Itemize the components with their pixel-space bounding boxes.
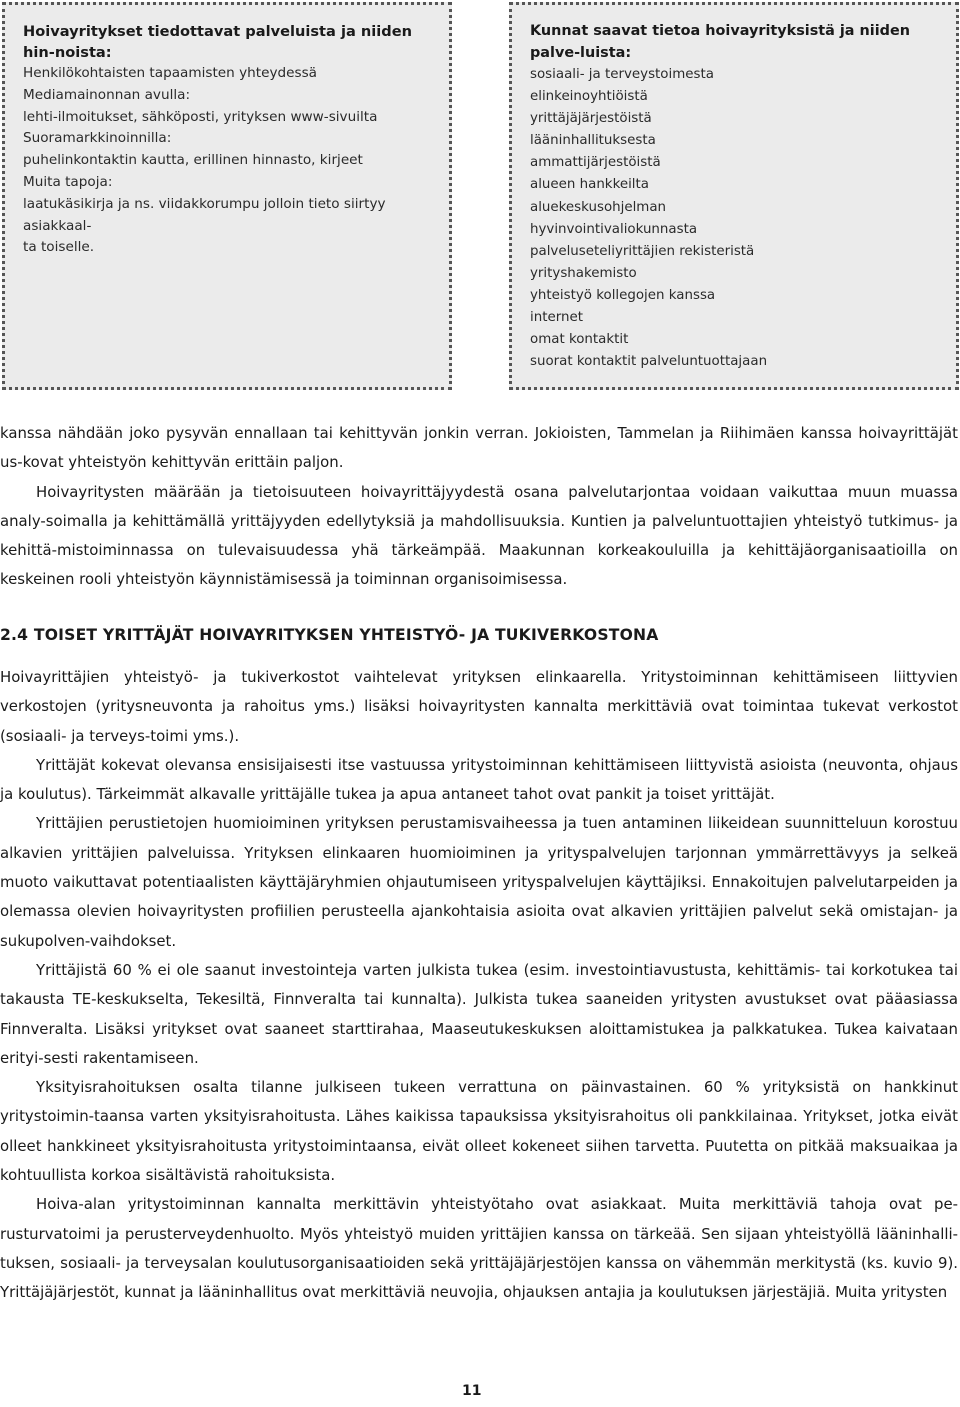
box-line: omat kontaktit: [530, 332, 629, 348]
box-line: lääninhallituksesta: [530, 133, 656, 149]
box-line: ammattijärjestöistä: [530, 155, 661, 171]
box-line: puhelinkontaktin kautta, erillinen hinnasto, kirjeet: [23, 152, 363, 169]
box-line: palveluseteliyrittäjien rekisteristä: [530, 243, 755, 259]
info-box-municipalities: [509, 2, 959, 390]
box-line: sosiaali- ja terveystoimesta: [530, 67, 714, 82]
box-line: elinkeinoyhtiöistä: [530, 89, 648, 105]
page-number: 11: [462, 1383, 482, 1399]
paragraph: Yksityisrahoituksen osalta tilanne julkiseen tukeen verrattuna on päinvastainen. 60 % yrityksistä on hankkinut yritystoimin-taansa varten yksityisrahoitusta. Lähes kaikissa tapauksissa yksityisrahoitus oli pankkilainaa. Yritykset, jotka eivät olleet hankkineet yksityisrahoitusta yritystoimintaansa, eivät olleet kokeneet siihen tarvetta. Puutetta on pitkää maksuaikaa ja kohtuullista korkoa sisältävistä rahoituksista.: [0, 1078, 958, 1185]
box-line: yrityshakemisto: [530, 265, 637, 281]
section-heading: 2.4 TOISET YRITTÄJÄT HOIVAYRITYKSEN YHTEISTYÖ- JA TUKIVERKOSTONA: [0, 626, 659, 644]
paragraph: Hoivayritysten määrään ja tietoisuuteen hoivayrittäjyydestä osana palvelutarjontaa voidaan vaikuttaa muun muassa analy-soimalla ja kehittämällä yrittäjyyden edellytyksiä ja mahdollisuuksia. Kuntien ja palveluntuottajien yhteistyö tutkimus- ja kehittä-mistoiminnassa on tulevaisuudessa yhä tärkeämpää. Maakunnan korkeakouluilla ja kehittäjäorganisaatioilla on keskeinen rooli yhteistyön käynnistämisessä ja toiminnan organisoimisessa.: [0, 482, 958, 589]
box-line: yrittäjäjärjestöistä: [530, 111, 652, 127]
paragraph: Yrittäjät kokevat olevansa ensisijaisesti itse vastuussa yritystoiminnan kehittämiseen liittyvistä asioista (neuvonta, ohjaus ja koulutus). Tärkeimmät alkavalle yrittäjälle tukea ja apua antaneet tahot ovat pankit ja toiset yrittäjät.: [0, 755, 958, 804]
box-line: alueen hankkeilta: [530, 177, 649, 193]
box-line: Henkilökohtaisten tapaamisten yhteydessä: [23, 65, 317, 81]
section-text: [0, 663, 958, 1308]
paragraph: Yrittäjistä 60 % ei ole saanut investointeja varten julkista tukea (esim. investointiavustusta, kehittämis- tai korkotukea tai takausta TE-keskukselta, Tekesiltä, Finnveralta tai kunnalta). Julkista tukea saaneiden yritysten avustukset ovat pääasiassa Finnveralta. Lisäksi yritykset ovat saaneet starttirahaa, Maaseutukeskuksen aloittamistukea ja palkkatukea. Tukea kaivataan erityi-sesti rakentamiseen.: [0, 960, 958, 1067]
box-line: lehti-ilmoitukset, sähköposti, yrityksen www-sivuilta: [23, 108, 378, 125]
box-line: aluekeskusohjelman: [530, 199, 667, 215]
box-line: Mediamainonnan avulla:: [23, 86, 191, 103]
box-line: laatukäsikirja ja ns. viidakkorumpu jolloin tieto siirtyy asiakkaal-: [23, 195, 386, 234]
box-line: Muita tapoja:: [23, 173, 113, 190]
box-line: internet: [530, 310, 583, 326]
paragraph: kanssa nähdään joko pysyvän ennallaan tai kehittyvän jonkin verran. Jokioisten, Tammelan ja Riihimäen kanssa hoivayrittäjät us-kovat yhteistyön kehittyvän erittäin paljon.: [0, 424, 958, 472]
box-line: ta toiselle.: [23, 239, 95, 256]
info-box-companies: [2, 2, 452, 390]
paragraph: Hoivayrittäjien yhteistyö- ja tukiverkostot vaihtelevat yrityksen elinkaarella. Yritystoiminnan kehittämiseen liittyvien verkostojen (yritysneuvonta ja rahoitus yms.) lisäksi hoivayritysten kannalta merkittäviä ovat toimintaa tukevat verkostot (sosiaali- ja terveys-toimi yms.).: [0, 668, 958, 745]
box-line: hyvinvointivaliokunnasta: [530, 221, 698, 237]
box-title: Hoivayritykset tiedottavat palveluista ja niiden hin-noista:: [23, 23, 413, 61]
box-line: suorat kontaktit palveluntuottajaan: [530, 354, 768, 370]
paragraph: Yrittäjien perustietojen huomioiminen yrityksen perustamisvaiheessa ja tuen antaminen liikeidean suunnitteluun korostuu alkavien yrittäjien palveluissa. Yrityksen elinkaaren huomioiminen ja yrityspalvelujen tarjonnan ymmärrettävyys ja selkeä muoto vaikuttavat potentiaalisten käyttäjäryhmien ohjautumiseen yrityspalvelujen käyttäjiksi. Ennakoitujen palvelutarpeiden ja olemassa olevien hoivayritysten profiilien perusteella ajankohtaisia asioita ovat alkavien yrittäjien palvelut sekä omistajan- ja sukupolven-vaihdokset.: [0, 814, 958, 950]
intro-text: [0, 419, 958, 595]
box-line: yhteistyö kollegojen kanssa: [530, 287, 716, 303]
box-line: Suoramarkkinoinnilla:: [23, 130, 172, 147]
box-title: Kunnat saavat tietoa hoivayrityksistä ja niiden palve-luista:: [530, 23, 910, 61]
paragraph: Hoiva-alan yritystoiminnan kannalta merkittävin yhteistyötaho ovat asiakkaat. Muita merkittäviä tahoja ovat pe-rusturvatoimi ja perusterveydenhuolto. Myös yhteistyö muiden yrittäjien kanssa on tärkeää. Sen sijaan yhteistyöllä lääninhalli-tuksen, sosiaali- ja terveysalan koulutusorganisaatioiden sekä yrittäjäjärjestöjen kanssa on vähemmän merkitystä (ks. kuvio 9). Yrittäjäjärjestöt, kunnat ja lääninhallitus ovat merkittäviä neuvojia, ohjauksen antajia ja koulutuksen järjestäjiä. Muita yritysten: [0, 1195, 958, 1302]
